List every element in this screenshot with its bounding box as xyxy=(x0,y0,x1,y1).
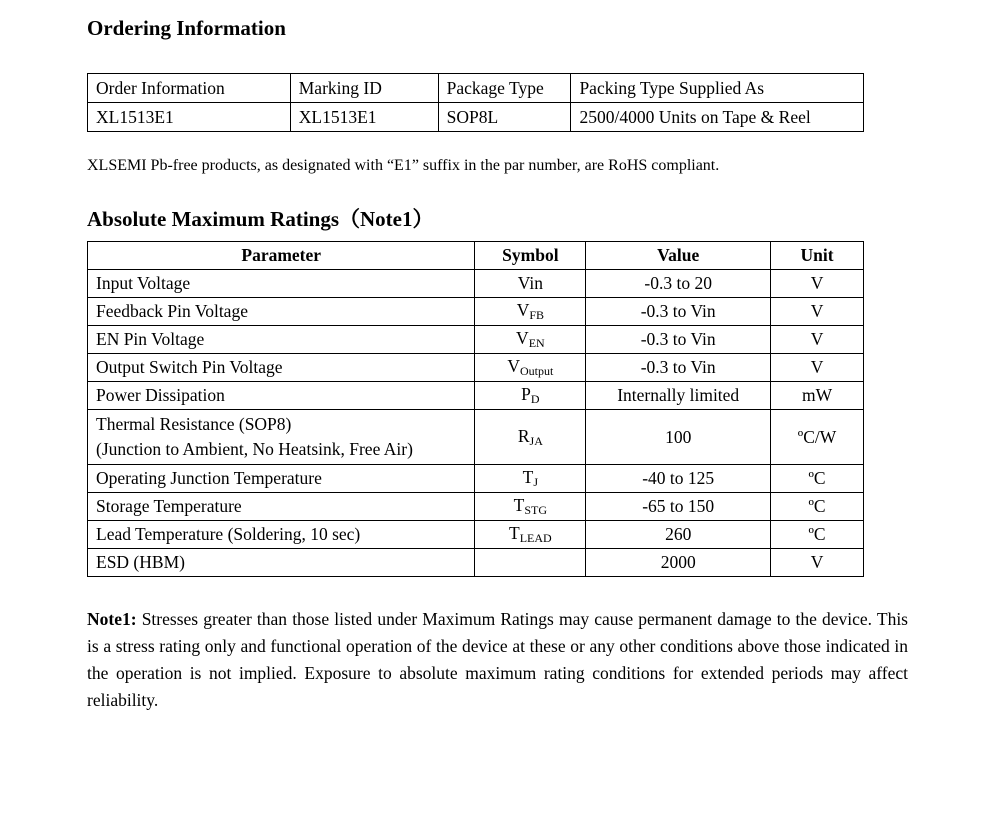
ratings-parameter xyxy=(88,410,475,465)
ratings-symbol xyxy=(475,326,586,354)
ratings-row xyxy=(88,410,864,465)
ratings-row xyxy=(88,493,864,521)
ratings-parameter-line2: (Junction to Ambient, No Heatsink, Free Air) xyxy=(96,439,413,459)
ordering-information-heading: Ordering Information xyxy=(87,16,286,40)
absolute-maximum-ratings-table xyxy=(87,241,864,577)
ratings-row xyxy=(88,354,864,382)
ratings-symbol xyxy=(475,410,586,465)
ordering-header-marking-id: Marking ID xyxy=(290,74,438,103)
ratings-value: 100 xyxy=(586,410,771,465)
ratings-value: -0.3 to Vin xyxy=(586,354,771,382)
ratings-value: -0.3 to Vin xyxy=(586,326,771,354)
symbol-base: T xyxy=(509,523,520,543)
symbol-subscript: LEAD xyxy=(519,531,552,545)
ratings-value: 260 xyxy=(586,521,771,549)
ratings-symbol xyxy=(475,465,586,493)
ratings-parameter: Power Dissipation xyxy=(88,382,475,410)
ratings-value: Internally limited xyxy=(586,382,771,410)
note1-paragraph xyxy=(87,606,908,714)
ratings-parameter: Lead Temperature (Soldering, 10 sec) xyxy=(88,521,475,549)
ratings-value: 2000 xyxy=(586,549,771,577)
symbol-base: P xyxy=(521,384,531,404)
ratings-value: -40 to 125 xyxy=(586,465,771,493)
ordering-data-row xyxy=(88,103,864,132)
ratings-parameter-line1: Thermal Resistance (SOP8) xyxy=(96,414,292,434)
ordering-cell-order-information: XL1513E1 xyxy=(88,103,291,132)
ratings-row xyxy=(88,549,864,577)
ratings-parameter: Input Voltage xyxy=(88,270,475,298)
ordering-cell-package-type: SOP8L xyxy=(438,103,571,132)
ratings-parameter: ESD (HBM) xyxy=(88,549,475,577)
symbol-subscript: J xyxy=(533,475,539,489)
ratings-symbol xyxy=(475,493,586,521)
ratings-header-symbol: Symbol xyxy=(475,242,586,270)
ratings-parameter: Operating Junction Temperature xyxy=(88,465,475,493)
ratings-parameter: EN Pin Voltage xyxy=(88,326,475,354)
ratings-symbol xyxy=(475,298,586,326)
ratings-unit: ºC xyxy=(771,521,864,549)
symbol-base: Vin xyxy=(517,273,543,293)
ratings-value: -0.3 to 20 xyxy=(586,270,771,298)
ratings-unit: V xyxy=(771,326,864,354)
symbol-base: V xyxy=(507,356,521,376)
ratings-value: -0.3 to Vin xyxy=(586,298,771,326)
ratings-unit: V xyxy=(771,549,864,577)
symbol-base: V xyxy=(516,300,530,320)
symbol-base: V xyxy=(516,328,529,348)
absolute-maximum-ratings-heading: Absolute Maximum Ratings（Note1） xyxy=(87,207,434,231)
symbol-subscript: Output xyxy=(520,364,554,378)
ratings-row xyxy=(88,382,864,410)
ordering-table xyxy=(87,73,864,132)
ratings-parameter: Output Switch Pin Voltage xyxy=(88,354,475,382)
rohs-compliance-note: XLSEMI Pb-free products, as designated with “E1” suffix in the par number, are RoHS compliant. xyxy=(87,157,720,174)
symbol-base: R xyxy=(517,425,530,446)
ratings-unit: ºC xyxy=(771,465,864,493)
symbol-subscript: FB xyxy=(529,308,545,322)
ordering-header-row xyxy=(88,74,864,103)
ratings-unit: mW xyxy=(771,382,864,410)
ratings-row xyxy=(88,270,864,298)
symbol-subscript: EN xyxy=(528,336,545,350)
symbol-subscript: STG xyxy=(524,503,548,517)
ratings-row xyxy=(88,298,864,326)
ratings-parameter: Storage Temperature xyxy=(88,493,475,521)
symbol-base: T xyxy=(522,467,534,487)
ordering-cell-packing-type: 2500/4000 Units on Tape & Reel xyxy=(571,103,864,132)
ratings-symbol xyxy=(475,354,586,382)
ratings-value: -65 to 150 xyxy=(586,493,771,521)
symbol-base: T xyxy=(513,495,525,515)
ratings-symbol xyxy=(475,549,586,577)
ratings-unit: ºC/W xyxy=(771,410,864,465)
ratings-parameter: Feedback Pin Voltage xyxy=(88,298,475,326)
ratings-row xyxy=(88,465,864,493)
symbol-subscript: D xyxy=(530,392,540,406)
ordering-cell-marking-id: XL1513E1 xyxy=(290,103,438,132)
ratings-symbol xyxy=(475,382,586,410)
symbol-subscript: JA xyxy=(529,433,543,448)
ratings-row xyxy=(88,326,864,354)
ratings-header-parameter: Parameter xyxy=(88,242,475,270)
ratings-unit: V xyxy=(771,298,864,326)
ratings-header-row xyxy=(88,242,864,270)
ratings-header-unit: Unit xyxy=(771,242,864,270)
ratings-unit: V xyxy=(771,270,864,298)
ratings-symbol xyxy=(475,270,586,298)
ordering-header-package-type: Package Type xyxy=(438,74,571,103)
ratings-unit: V xyxy=(771,354,864,382)
note1-text: Stresses greater than those listed under Maximum Ratings may cause permanent damage to the device. This is a stress rating only and functional operation of the device at these or any other conditions above those indicated in the operation is not implied. Exposure to absolute maximum rating conditions for extended periods may affect reliability. xyxy=(87,609,908,710)
note1-label: Note1: xyxy=(87,609,137,629)
ratings-unit: ºC xyxy=(771,493,864,521)
ordering-header-order-information: Order Information xyxy=(88,74,291,103)
ratings-symbol xyxy=(475,521,586,549)
ratings-header-value: Value xyxy=(586,242,771,270)
ordering-header-packing-type: Packing Type Supplied As xyxy=(571,74,864,103)
ratings-row xyxy=(88,521,864,549)
